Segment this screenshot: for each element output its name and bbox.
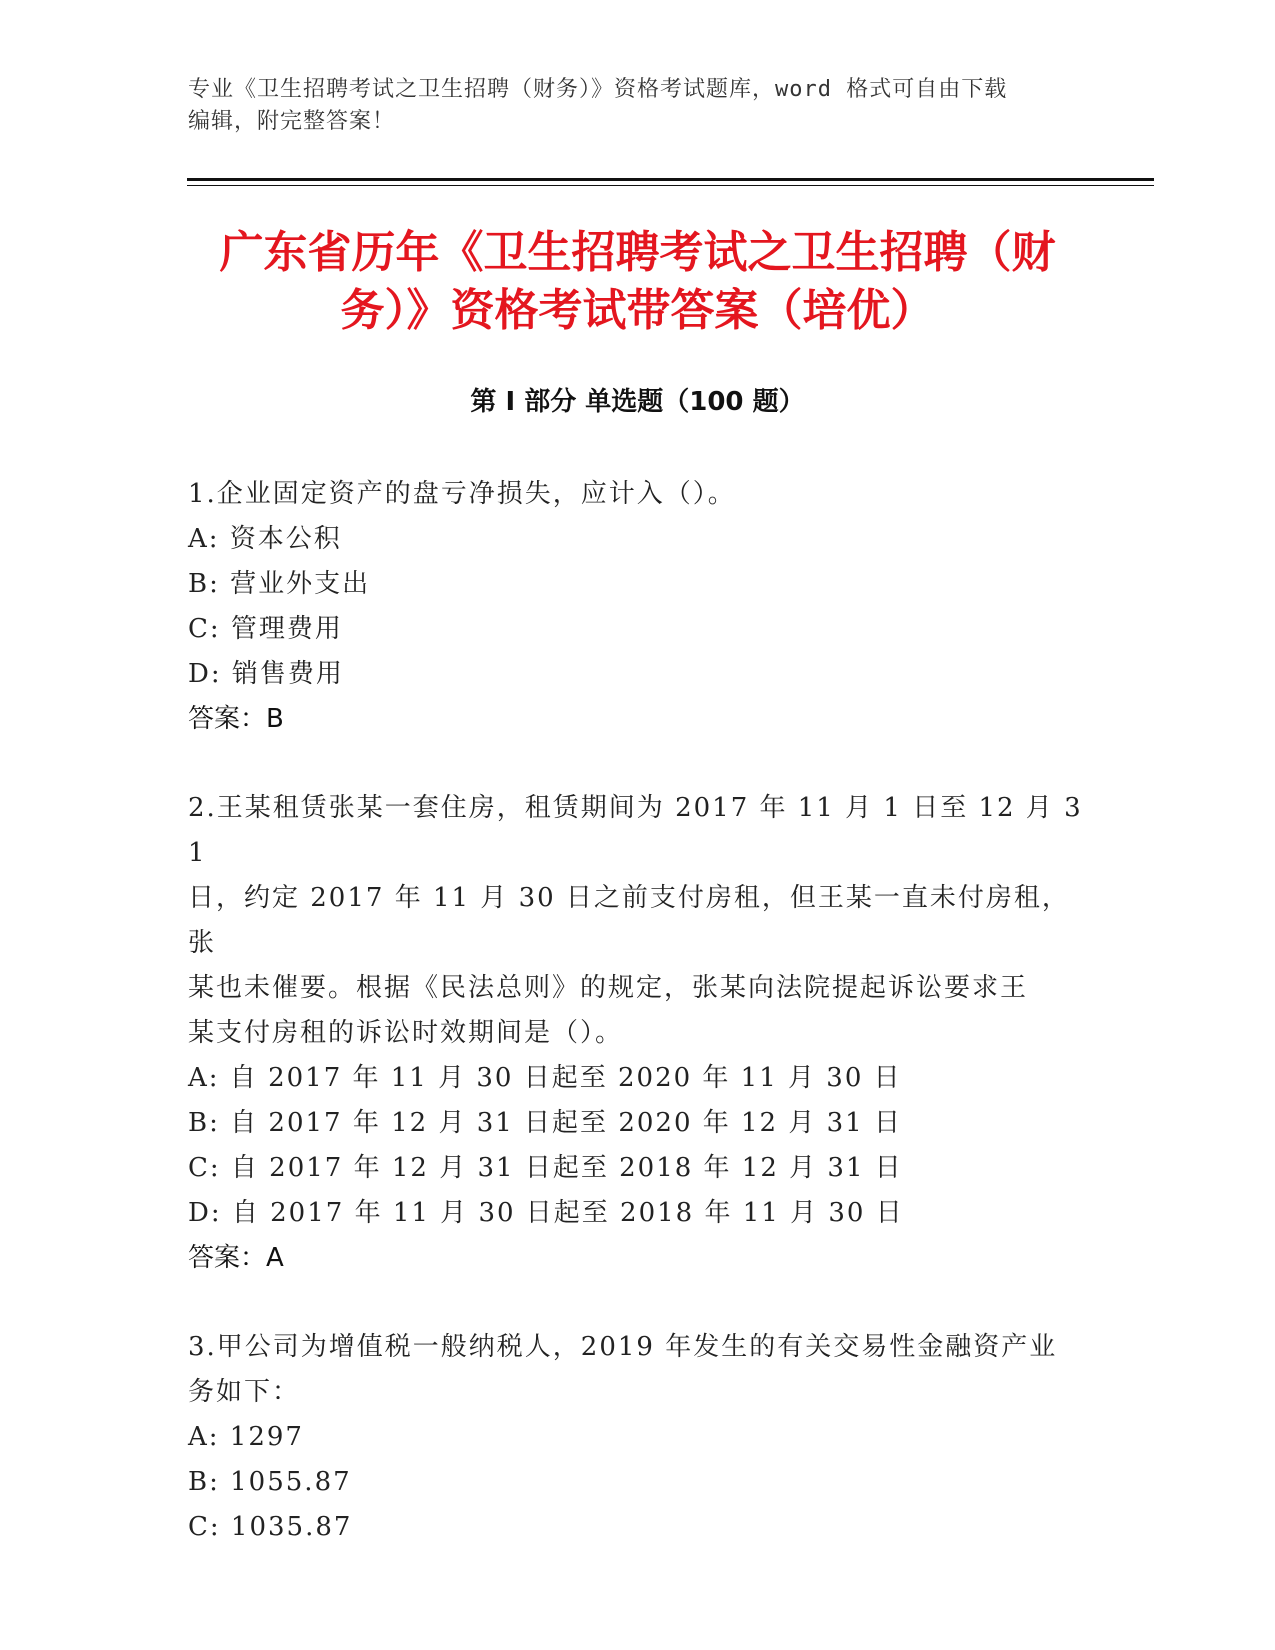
question-2-stem-line-4: 某支付房租的诉讼时效期间是（）。 bbox=[188, 1018, 624, 1048]
question-2-answer: 答案：A bbox=[188, 1243, 284, 1273]
question-1-option-a: A: 资本公积 bbox=[188, 524, 342, 554]
question-1-stem bbox=[188, 472, 1088, 517]
question-2-stem bbox=[188, 786, 1088, 1056]
header-note-line-1: 专业《卫生招聘考试之卫生招聘（财务）》资格考试题库，word 格式可自由下载 bbox=[188, 77, 1008, 102]
header-rule-thick bbox=[187, 178, 1154, 181]
question-1-stem-line-1: 1.企业固定资产的盘亏净损失，应计入（）。 bbox=[188, 479, 736, 509]
question-list bbox=[188, 472, 1088, 1594]
question-2-option-d: D: 自 2017 年 11 月 30 日起至 2018 年 11 月 30 日 bbox=[188, 1198, 904, 1228]
question-1 bbox=[188, 472, 1088, 742]
question-3-option-a: A: 1297 bbox=[188, 1422, 304, 1452]
question-3-option-b: B: 1055.87 bbox=[188, 1467, 352, 1497]
section-title: 第 I 部分 单选题（100 题） bbox=[470, 387, 805, 417]
question-3-stem bbox=[188, 1325, 1088, 1415]
question-2-stem-line-3: 某也未催要。根据《民法总则》的规定，张某向法院提起诉讼要求王 bbox=[188, 973, 1029, 1003]
question-1-option-b: B: 营业外支出 bbox=[188, 569, 371, 599]
question-2 bbox=[188, 786, 1088, 1281]
question-3-stem-line-1: 3.甲公司为增值税一般纳税人，2019 年发生的有关交易性金融资产业 bbox=[188, 1332, 1058, 1362]
header-rule-thin bbox=[187, 185, 1154, 186]
document-title-line-2: 务）》资格考试带答案（培优） bbox=[340, 285, 935, 336]
question-2-stem-line-1: 2.王某租赁张某一套住房，租赁期间为 2017 年 11 月 1 日至 12 月 31 bbox=[188, 793, 1083, 868]
document-title bbox=[170, 224, 1105, 340]
question-2-option-a: A: 自 2017 年 11 月 30 日起至 2020 年 11 月 30 日 bbox=[188, 1063, 902, 1093]
question-1-answer: 答案：B bbox=[188, 704, 284, 734]
question-2-option-b: B: 自 2017 年 12 月 31 日起至 2020 年 12 月 31 日 bbox=[188, 1108, 902, 1138]
question-1-option-c: C: 管理费用 bbox=[188, 614, 343, 644]
question-3-option-c: C: 1035.87 bbox=[188, 1512, 353, 1542]
question-3-stem-line-2: 务如下： bbox=[188, 1377, 301, 1407]
question-3 bbox=[188, 1325, 1088, 1550]
question-2-option-c: C: 自 2017 年 12 月 31 日起至 2018 年 12 月 31 日 bbox=[188, 1153, 903, 1183]
header-note-line-2: 编辑，附完整答案！ bbox=[188, 109, 396, 134]
document-title-line-1: 广东省历年《卫生招聘考试之卫生招聘（财 bbox=[219, 227, 1056, 278]
question-1-option-d: D: 销售费用 bbox=[188, 659, 344, 689]
question-2-stem-line-2: 日，约定 2017 年 11 月 30 日之前支付房租，但王某一直未付房租，张 bbox=[188, 883, 1070, 958]
header-note bbox=[188, 74, 1068, 138]
